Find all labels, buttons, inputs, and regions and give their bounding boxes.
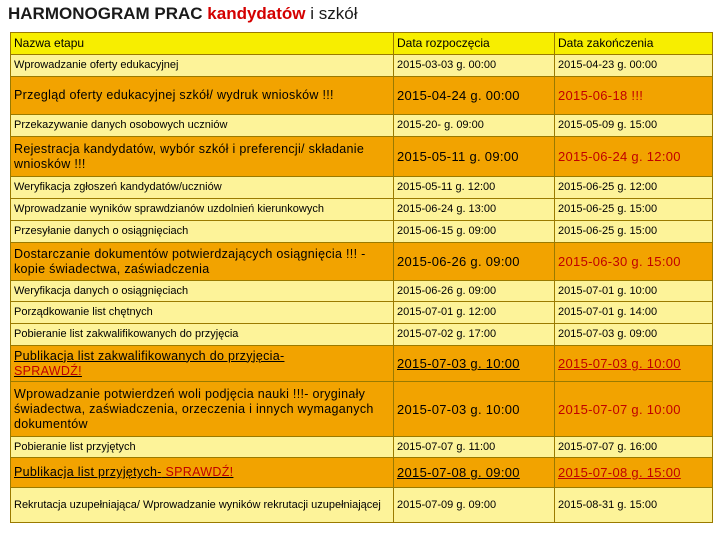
schedule-table: [10, 32, 713, 523]
row-stage: Weryfikacja danych o osiągnięciach: [11, 281, 394, 302]
row-end: 2015-07-03 g. 10:00: [555, 346, 713, 382]
row-stage: Wprowadzanie wyników sprawdzianów uzdolnień kierunkowych: [11, 199, 394, 221]
table-row: [11, 324, 713, 346]
table-row: [11, 115, 713, 137]
row-end: 2015-07-08 g. 15:00: [555, 458, 713, 488]
row-end: 2015-06-25 g. 12:00: [555, 177, 713, 199]
row-end: 2015-06-30 g. 15:00: [555, 243, 713, 281]
row-stage: Weryfikacja zgłoszeń kandydatów/uczniów: [11, 177, 394, 199]
header-end: Data zakończenia: [555, 33, 713, 55]
row-start: 2015-07-03 g. 10:00: [394, 382, 555, 437]
table-row: [11, 437, 713, 458]
table-row: [11, 77, 713, 115]
row-start: 2015-07-02 g. 17:00: [394, 324, 555, 346]
table-header-row: [11, 33, 713, 55]
row-start: 2015-07-03 g. 10:00: [394, 346, 555, 382]
row-stage: [11, 346, 394, 382]
title-highlight: kandydatów: [207, 4, 306, 23]
row-start: 2015-07-01 g. 12:00: [394, 302, 555, 324]
row-stage: Przesyłanie danych o osiągnięciach: [11, 221, 394, 243]
row-start: 2015-06-15 g. 09:00: [394, 221, 555, 243]
row-end: 2015-06-18 !!!: [555, 77, 713, 115]
table-row: [11, 177, 713, 199]
row-stage: Rejestracja kandydatów, wybór szkół i preferencji/ składanie wniosków !!!: [11, 137, 394, 177]
header-start: Data rozpoczęcia: [394, 33, 555, 55]
row-stage: Wprowadzanie potwierdzeń woli podjęcia nauki !!!- oryginały świadectwa, zaświadczenia, orzeczenia i innych wymaganych dokumentów: [11, 382, 394, 437]
row-start: 2015-06-24 g. 13:00: [394, 199, 555, 221]
row-start: 2015-07-09 g. 09:00: [394, 488, 555, 523]
row-end: 2015-05-09 g. 15:00: [555, 115, 713, 137]
row-start: 2015-06-26 g. 09:00: [394, 281, 555, 302]
table-row: [11, 137, 713, 177]
row-end: 2015-07-07 g. 10:00: [555, 382, 713, 437]
check-warning: SPRAWDŹ!: [161, 465, 234, 479]
publication-label: Publikacja list zakwalifikowanych do przyjęcia-: [14, 348, 285, 363]
row-end: 2015-07-01 g. 10:00: [555, 281, 713, 302]
page-title: [8, 4, 358, 24]
row-end: 2015-07-03 g. 09:00: [555, 324, 713, 346]
row-stage: Przegląd oferty edukacyjnej szkół/ wydruk wniosków !!!: [11, 77, 394, 115]
table-row: [11, 458, 713, 488]
row-stage: Pobieranie list zakwalifikowanych do przyjęcia: [11, 324, 394, 346]
row-start: 2015-20- g. 09:00: [394, 115, 555, 137]
row-start: 2015-06-26 g. 09:00: [394, 243, 555, 281]
table-row: [11, 243, 713, 281]
table-row: [11, 199, 713, 221]
row-end: 2015-06-25 g. 15:00: [555, 221, 713, 243]
row-stage: Dostarczanie dokumentów potwierdzających osiągnięcia !!! - kopie świadectwa, zaświadczenia: [11, 243, 394, 281]
row-end: 2015-04-23 g. 00:00: [555, 55, 713, 77]
row-start: 2015-05-11 g. 12:00: [394, 177, 555, 199]
publication-label: Publikacja list przyjętych-: [14, 465, 162, 479]
table-row: [11, 382, 713, 437]
table-row: [11, 488, 713, 523]
row-stage: [11, 458, 394, 488]
row-stage: Przekazywanie danych osobowych uczniów: [11, 115, 394, 137]
row-end: 2015-06-24 g. 12:00: [555, 137, 713, 177]
row-start: 2015-07-08 g. 09:00: [394, 458, 555, 488]
table-row: [11, 346, 713, 382]
row-end: 2015-07-01 g. 14:00: [555, 302, 713, 324]
table-row: [11, 302, 713, 324]
row-start: 2015-04-24 g. 00:00: [394, 77, 555, 115]
row-start: 2015-07-07 g. 11:00: [394, 437, 555, 458]
check-warning: SPRAWDŹ!: [14, 363, 82, 378]
row-end: 2015-08-31 g. 15:00: [555, 488, 713, 523]
row-start: 2015-05-11 g. 09:00: [394, 137, 555, 177]
row-stage: Pobieranie list przyjętych: [11, 437, 394, 458]
row-end: 2015-07-07 g. 16:00: [555, 437, 713, 458]
row-stage: Porządkowanie list chętnych: [11, 302, 394, 324]
table-row: [11, 221, 713, 243]
table-row: [11, 281, 713, 302]
table-row: [11, 55, 713, 77]
row-stage: Rekrutacja uzupełniająca/ Wprowadzanie wyników rekrutacji uzupełniającej: [11, 488, 394, 523]
title-main: HARMONOGRAM PRAC: [8, 4, 208, 23]
row-stage: Wprowadzanie oferty edukacyjnej: [11, 55, 394, 77]
title-suffix: i szkół: [305, 4, 358, 23]
row-start: 2015-03-03 g. 00:00: [394, 55, 555, 77]
row-end: 2015-06-25 g. 15:00: [555, 199, 713, 221]
header-stage: Nazwa etapu: [11, 33, 394, 55]
